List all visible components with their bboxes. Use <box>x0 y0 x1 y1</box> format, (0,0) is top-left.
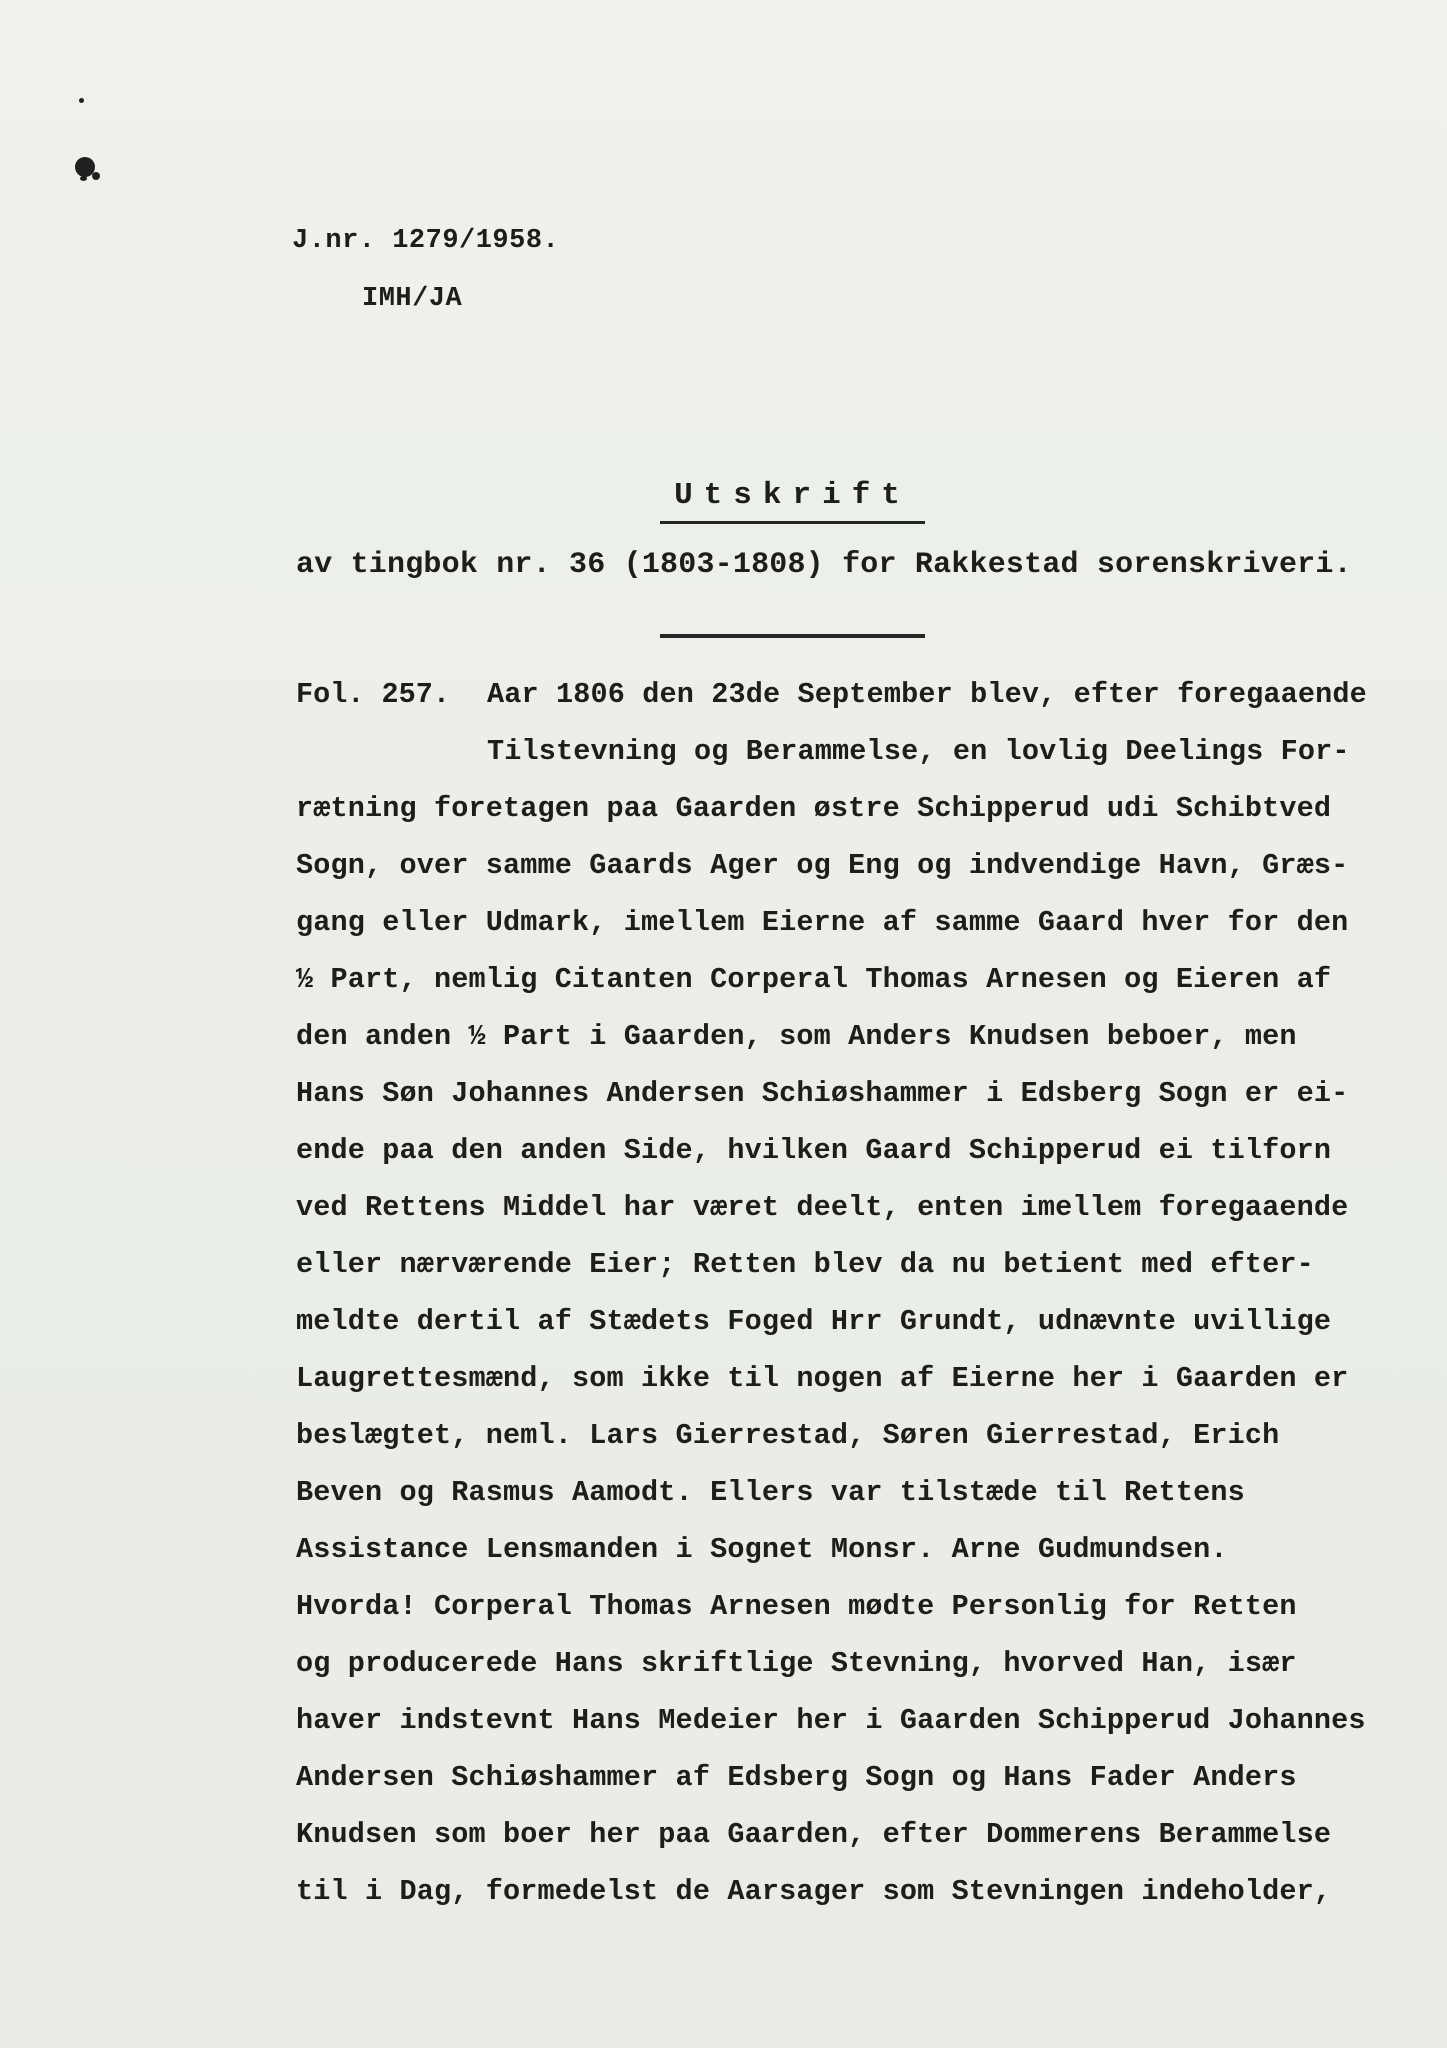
folio-label: Fol. 257. <box>296 678 450 711</box>
text-line: Tilstevning og Berammelse, en lovlig Deelings For- <box>487 735 1350 768</box>
text-line: gang eller Udmark, imellem Eierne af samme Gaard hver for den <box>296 906 1349 939</box>
text-line: rætning foretagen paa Gaarden østre Schipperud udi Schibtved <box>296 792 1332 825</box>
text-line: Hans Søn Johannes Andersen Schiøshammer i Edsberg Sogn er ei- <box>296 1077 1349 1110</box>
punch-mark <box>79 98 84 103</box>
title-block <box>660 478 925 513</box>
text-line: haver indstevnt Hans Medeier her i Gaarden Schipperud Johannes <box>296 1704 1366 1737</box>
text-line: Beven og Rasmus Aamodt. Ellers var tilstæde til Rettens <box>296 1476 1245 1509</box>
journal-number: J.nr. 1279/1958. <box>292 226 560 256</box>
text-line: til i Dag, formedelst de Aarsager som Stevningen indeholder, <box>296 1875 1332 1908</box>
initials: IMH/JA <box>362 284 463 314</box>
document-subtitle: av tingbok nr. 36 (1803-1808) for Rakkestad sorenskriveri. <box>296 548 1352 582</box>
text-line: Sogn, over samme Gaards Ager og Eng og indvendige Havn, Græs- <box>296 849 1349 882</box>
text-line: meldte dertil af Stædets Foged Hrr Grundt, udnævnte uvillige <box>296 1305 1332 1338</box>
text-line: Andersen Schiøshammer af Edsberg Sogn og Hans Fader Anders <box>296 1761 1297 1794</box>
text-line: ved Rettens Middel har været deelt, enten imellem foregaaende <box>296 1191 1349 1224</box>
text-line: Assistance Lensmanden i Sognet Monsr. Arne Gudmundsen. <box>296 1533 1228 1566</box>
text-line: ende paa den anden Side, hvilken Gaard Schipperud ei tilforn <box>296 1134 1332 1167</box>
punch-mark <box>80 176 87 181</box>
text-line: ½ Part, nemlig Citanten Corperal Thomas Arnesen og Eieren af <box>296 963 1332 996</box>
text-line: beslægtet, neml. Lars Gierrestad, Søren Gierrestad, Erich <box>296 1419 1280 1452</box>
text-line: Knudsen som boer her paa Gaarden, efter Dommerens Berammelse <box>296 1818 1332 1851</box>
punch-mark <box>92 172 100 180</box>
text-line: Hvorda! Corperal Thomas Arnesen mødte Personlig for Retten <box>296 1590 1297 1623</box>
text-line: Aar 1806 den 23de September blev, efter foregaaende <box>487 678 1367 711</box>
text-line: og producerede Hans skriftlige Stevning, hvorved Han, især <box>296 1647 1297 1680</box>
document-title: Utskrift <box>674 478 911 513</box>
text-line: den anden ½ Part i Gaarden, som Anders Knudsen beboer, men <box>296 1020 1297 1053</box>
section-divider <box>660 634 925 638</box>
text-line: Laugrettesmænd, som ikke til nogen af Eierne her i Gaarden er <box>296 1362 1349 1395</box>
text-line: eller nærværende Eier; Retten blev da nu betient med efter- <box>296 1248 1314 1281</box>
title-underline <box>660 521 925 524</box>
